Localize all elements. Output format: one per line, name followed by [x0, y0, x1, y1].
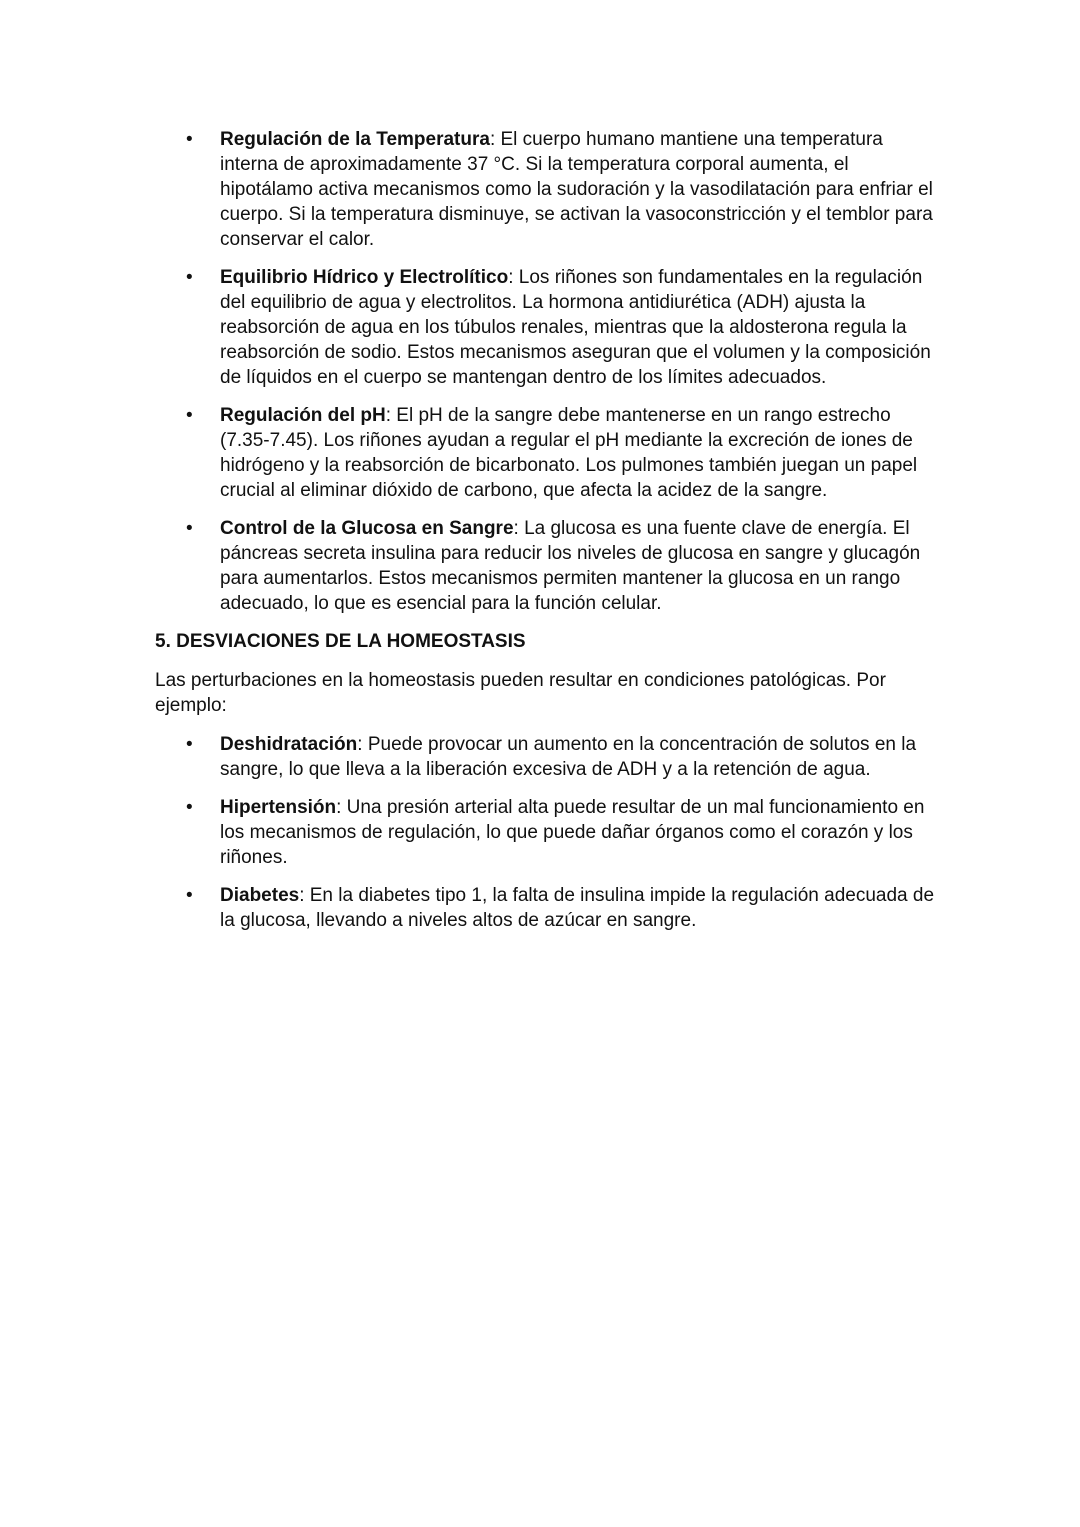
list-item-text: : El pH de la sangre debe mantenerse en un rango estrecho (7.35-7.45). Los riñones ayudan a regular el pH mediante la excreción de iones de hidrógeno y la reabsorción de bicarbonato. Los pulmones también juegan un papel crucial al eliminar dióxido de carbono, que afecta la acidez de la sangre. [220, 405, 918, 501]
bullet-icon: • [186, 405, 193, 426]
bullet-icon: • [186, 129, 193, 150]
list-item-term: Hipertensión [220, 797, 337, 818]
list-item-ph [155, 403, 935, 503]
bullet-icon: • [186, 267, 193, 288]
list-item-term: Equilibrio Hídrico y Electrolítico [220, 267, 509, 288]
list-item-term: Deshidratación [220, 734, 358, 755]
list-item-diabetes [155, 883, 935, 933]
bullet-icon: • [186, 734, 193, 755]
regulation-mechanisms-list [155, 127, 935, 616]
list-item-glucose [155, 516, 935, 616]
bullet-icon: • [186, 518, 193, 539]
list-item-term: Regulación del pH [220, 405, 386, 426]
list-item-term: Control de la Glucosa en Sangre [220, 518, 514, 539]
list-item-text: : En la diabetes tipo 1, la falta de insulina impide la regulación adecuada de la glucosa, llevando a niveles altos de azúcar en sangre. [220, 885, 935, 931]
deviations-list [155, 732, 935, 933]
section-intro-paragraph: Las perturbaciones en la homeostasis pueden resultar en condiciones patológicas. Por ejemplo: [155, 670, 886, 716]
document-content [155, 127, 935, 946]
list-item-text: : Puede provocar un aumento en la concentración de solutos en la sangre, lo que lleva a la liberación excesiva de ADH y a la retención de agua. [220, 734, 917, 780]
bullet-icon: • [186, 885, 193, 906]
bullet-icon: • [186, 797, 193, 818]
list-item-hypertension [155, 795, 935, 870]
list-item-text: : La glucosa es una fuente clave de energía. El páncreas secreta insulina para reducir los niveles de glucosa en sangre y glucagón para aumentarlos. Estos mecanismos permiten mantener la glucosa en un rango adecuado, lo que es esencial para la función celular. [220, 518, 921, 614]
list-item-term: Regulación de la Temperatura [220, 129, 490, 150]
list-item-water-electrolyte [155, 265, 935, 390]
list-item-dehydration [155, 732, 935, 782]
list-item-text: : Los riñones son fundamentales en la regulación del equilibrio de agua y electrolitos. La hormona antidiurética (ADH) ajusta la reabsorción de agua en los túbulos renales, mientras que la aldosterona regula la reabsorción de sodio. Estos mecanismos aseguran que el volumen y la composición de líquidos en el cuerpo se mantengan dentro de los límites adecuados. [220, 267, 931, 388]
list-item-temperature [155, 127, 935, 252]
list-item-text: : Una presión arterial alta puede resultar de un mal funcionamiento en los mecanismos de regulación, lo que puede dañar órganos como el corazón y los riñones. [220, 797, 925, 868]
list-item-text: : El cuerpo humano mantiene una temperatura interna de aproximadamente 37 °C. Si la temperatura corporal aumenta, el hipotálamo activa mecanismos como la sudoración y la vasodilatación para enfriar el cuerpo. Si la temperatura disminuye, se activan la vasoconstricción y el temblor para conservar el calor. [220, 129, 933, 250]
section-heading: 5. DESVIACIONES DE LA HOMEOSTASIS [155, 631, 526, 652]
list-item-term: Diabetes [220, 885, 300, 906]
